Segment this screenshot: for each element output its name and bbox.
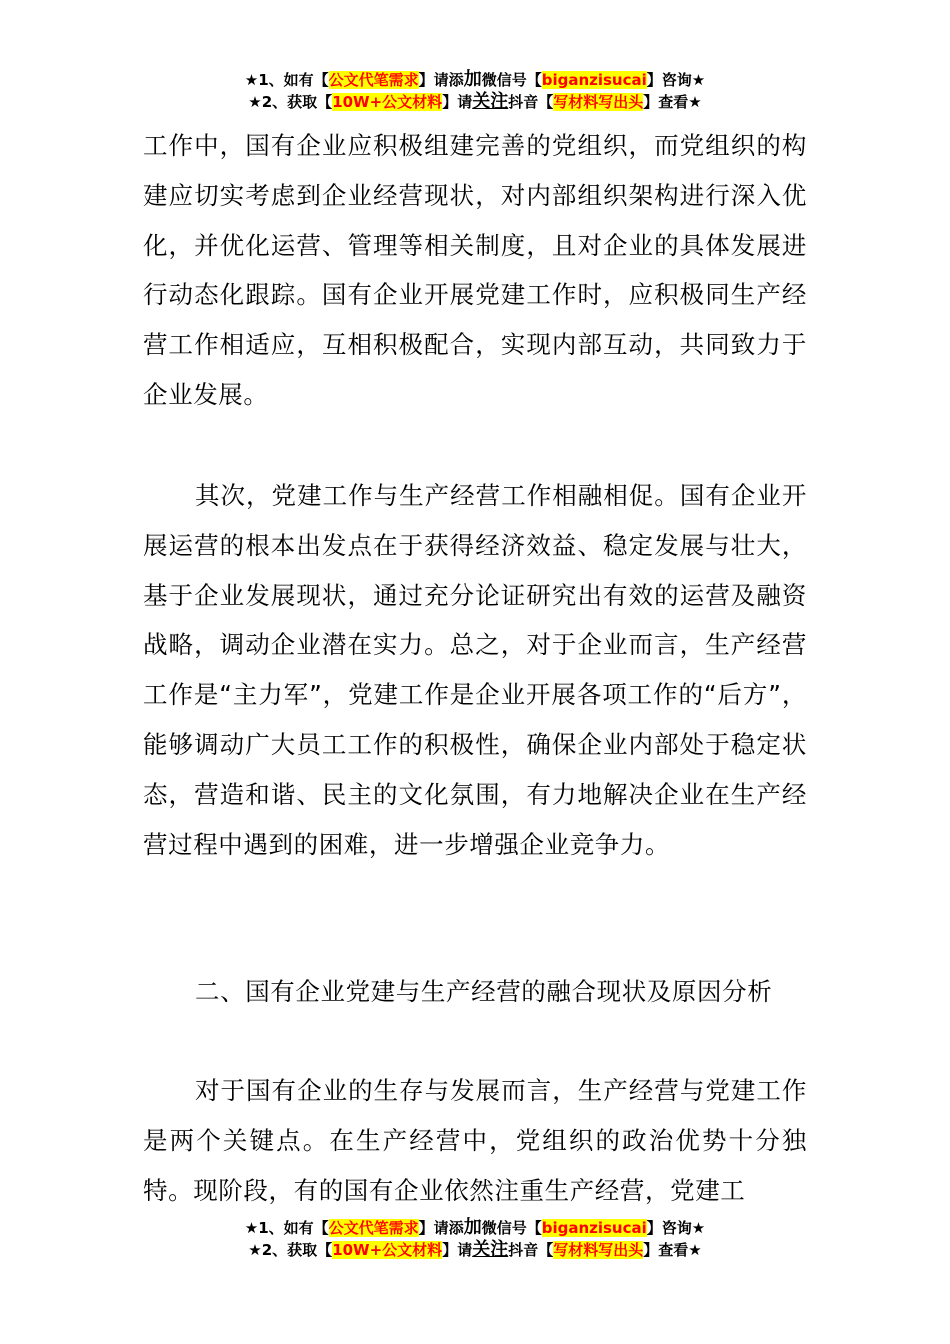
banner-text: ★1、如有【 bbox=[244, 1219, 329, 1237]
banner-text: 】咨询★ bbox=[646, 1219, 706, 1237]
banner-text: 】请添 bbox=[418, 71, 464, 89]
banner-text: 】请添 bbox=[418, 1219, 464, 1237]
section-heading: 二、国有企业党建与生产经营的融合现状及原因分析 bbox=[195, 977, 773, 1006]
banner-emphasis: 加 bbox=[463, 69, 482, 90]
paragraph-2: 其次，党建工作与生产经营工作相融相促。国有企业开展运营的根本出发点在于获得经济效益、稳定发展与壮大，基于企业发展现状，通过充分论证研究出有效的运营及融资战略，调动企业潜在实力。总之，对于企业而言，生产经营工作是“主力军”，党建工作是企业开展各项工作的“后方”，能够调动广大员工工作的积极性，确保企业内部处于稳定状态，营造和谐、民主的文化氛围，有力地解决企业在生产经营过程中遇到的困难，进一步增强企业竞争力。 bbox=[143, 481, 807, 859]
banner-line-2 bbox=[0, 1239, 950, 1261]
banner-text: 抖音【 bbox=[508, 93, 554, 111]
highlight-service: 公文代笔需求 bbox=[328, 1219, 419, 1237]
banner-emphasis: 关注 bbox=[472, 91, 509, 112]
banner-line-1 bbox=[0, 1217, 950, 1239]
highlight-douyin-id: 写材料写出头 bbox=[553, 93, 644, 111]
highlight-wechat-id: biganzisucai bbox=[541, 71, 647, 89]
highlight-materials: 10W+公文材料 bbox=[332, 1241, 443, 1259]
paragraph-3: 对于国有企业的生存与发展而言，生产经营与党建工作是两个关键点。在生产经营中，党组织的政治优势十分独特。现阶段，有的国有企业依然注重生产经营，党建工 bbox=[143, 1076, 807, 1205]
footer-banner bbox=[0, 1217, 950, 1261]
banner-text: 】咨询★ bbox=[646, 71, 706, 89]
paragraph-1: 工作中，国有企业应积极组建完善的党组织，而党组织的构建应切实考虑到企业经营现状，对内部组织架构进行深入优化，并优化运营、管理等相关制度，且对企业的具体发展进行动态化跟踪。国有企业开展党建工作时，应积极同生产经营工作相适应，互相积极配合，实现内部互动，共同致力于企业发展。 bbox=[143, 131, 807, 409]
banner-emphasis: 加 bbox=[463, 1217, 482, 1238]
banner-text: ★1、如有【 bbox=[244, 71, 329, 89]
banner-line-2 bbox=[0, 91, 950, 113]
banner-text: 微信号【 bbox=[481, 1219, 542, 1237]
banner-emphasis: 关注 bbox=[472, 1239, 509, 1260]
highlight-materials: 10W+公文材料 bbox=[332, 93, 443, 111]
banner-text: 抖音【 bbox=[508, 1241, 554, 1259]
banner-text: 微信号【 bbox=[481, 71, 542, 89]
highlight-douyin-id: 写材料写出头 bbox=[553, 1241, 644, 1259]
banner-text: ★2、获取【 bbox=[248, 1241, 333, 1259]
banner-line-1 bbox=[0, 69, 950, 91]
banner-text: 】请 bbox=[442, 93, 473, 111]
highlight-service: 公文代笔需求 bbox=[328, 71, 419, 89]
banner-text: 】请 bbox=[442, 1241, 473, 1259]
highlight-wechat-id: biganzisucai bbox=[541, 1219, 647, 1237]
header-banner bbox=[0, 69, 950, 113]
banner-text: 】查看★ bbox=[643, 1241, 702, 1259]
banner-text: 】查看★ bbox=[643, 93, 702, 111]
banner-text: ★2、获取【 bbox=[248, 93, 333, 111]
